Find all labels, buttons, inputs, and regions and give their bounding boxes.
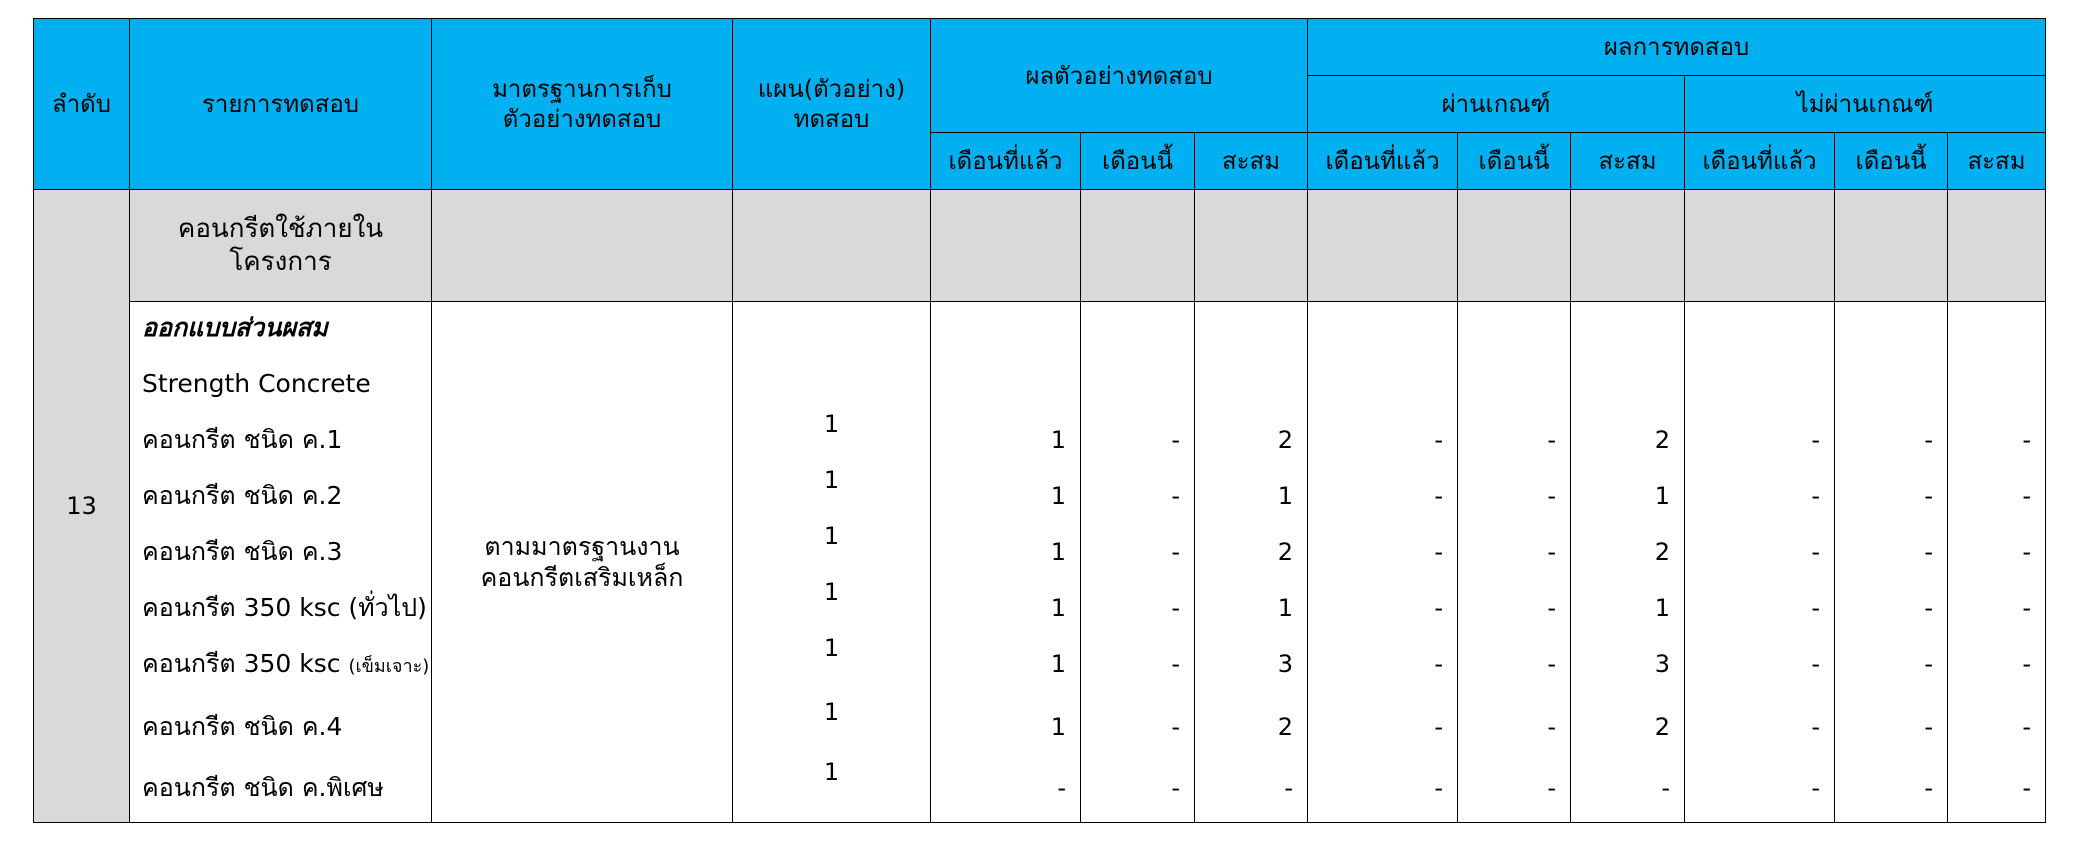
header-results: ผลการทดสอบ xyxy=(1308,19,2046,76)
item-name: คอนกรีต ชนิด ค.พิเศษ xyxy=(142,773,384,802)
header-samples-last-month: เดือนที่แล้ว xyxy=(931,133,1081,190)
header-plan-line2: ทดสอบ xyxy=(793,105,870,133)
value-cell: - xyxy=(1924,538,1934,566)
header-standard xyxy=(432,19,733,190)
item-name: คอนกรีต ชนิด ค.2 xyxy=(142,481,343,510)
value-cell: - xyxy=(1434,538,1444,566)
value-cell: 1 xyxy=(1654,594,1671,622)
gray-cell xyxy=(1571,190,1685,302)
standard-line2: คอนกรีตเสริมเหล็ก xyxy=(480,563,684,592)
header-plan-line1: แผน(ตัวอย่าง) xyxy=(757,75,906,103)
value-cell: 1 xyxy=(1277,482,1294,510)
value-cell: 3 xyxy=(1277,650,1294,678)
value-cell: - xyxy=(1924,650,1934,678)
value-cell: - xyxy=(1547,538,1557,566)
value-cell: 1 xyxy=(1277,594,1294,622)
detail-row xyxy=(34,302,2046,823)
header-fail: ไม่ผ่านเกณฑ์ xyxy=(1685,76,2046,133)
value-cell: 2 xyxy=(1277,426,1294,454)
value-cell: - xyxy=(2022,713,2032,741)
value-cell: - xyxy=(1547,713,1557,741)
value-cell: - xyxy=(1811,426,1821,454)
pass-this-month-cell xyxy=(1458,302,1571,823)
header-pass-this-month: เดือนนี้ xyxy=(1458,133,1571,190)
category-line1: คอนกรีตใช้ภายใน xyxy=(177,214,384,244)
category-row xyxy=(34,190,2046,302)
gray-cell xyxy=(1081,190,1195,302)
value-cell: - xyxy=(1811,650,1821,678)
section-title: ออกแบบส่วนผสม xyxy=(142,313,328,342)
fail-this-month-cell xyxy=(1835,302,1948,823)
gray-cell xyxy=(432,190,733,302)
value-cell: - xyxy=(1811,482,1821,510)
value-cell: - xyxy=(1171,538,1180,566)
plan-value: 1 xyxy=(823,466,840,494)
value-cell: 2 xyxy=(1654,426,1671,454)
value-cell: - xyxy=(1547,650,1557,678)
item-name: คอนกรีต 350 ksc (เข็มเจาะ) xyxy=(142,649,430,678)
value-cell: - xyxy=(1924,482,1934,510)
value-cell: - xyxy=(1434,482,1444,510)
value-cell: - xyxy=(1284,774,1294,802)
value-cell: - xyxy=(1811,713,1821,741)
value-cell: - xyxy=(2022,594,2032,622)
item-name: คอนกรีต ชนิด ค.3 xyxy=(142,537,343,566)
value-cell: - xyxy=(2022,650,2032,678)
gray-cell xyxy=(1685,190,1835,302)
value-cell: - xyxy=(1171,482,1180,510)
value-cell: - xyxy=(2022,538,2032,566)
samples-this-month-cell xyxy=(1081,302,1195,823)
value-cell: - xyxy=(1547,482,1557,510)
value-cell: 1 xyxy=(1050,594,1066,622)
header-fail-cumulative: สะสม xyxy=(1948,133,2046,190)
plan-value: 1 xyxy=(823,758,840,786)
plan-value: 1 xyxy=(823,634,840,662)
gray-cell xyxy=(1948,190,2046,302)
value-cell: 1 xyxy=(1050,713,1066,741)
value-cell: 1 xyxy=(1050,650,1066,678)
value-cell: - xyxy=(1811,538,1821,566)
value-cell: 2 xyxy=(1277,713,1294,741)
value-cell: - xyxy=(1924,594,1934,622)
value-cell: - xyxy=(1057,774,1066,802)
samples-cumulative-cell xyxy=(1195,302,1308,823)
items-cell xyxy=(130,302,432,823)
gray-cell xyxy=(1195,190,1308,302)
plan-cell xyxy=(733,302,931,823)
report-table-wrapper xyxy=(33,18,2046,823)
row-seq: 13 xyxy=(34,190,130,823)
pass-cumulative-cell xyxy=(1571,302,1685,823)
value-cell: - xyxy=(1171,594,1180,622)
category-line2: โครงการ xyxy=(229,246,332,277)
pass-last-month-cell xyxy=(1308,302,1458,823)
value-cell: - xyxy=(1924,713,1934,741)
value-cell: 1 xyxy=(1050,482,1066,510)
value-cell: - xyxy=(1434,774,1444,802)
value-cell: - xyxy=(1171,774,1180,802)
gray-cell xyxy=(1308,190,1458,302)
value-cell: - xyxy=(1924,426,1934,454)
test-results-table xyxy=(33,18,2046,823)
value-cell: - xyxy=(2022,426,2032,454)
value-cell: 1 xyxy=(1654,482,1671,510)
value-cell: - xyxy=(1811,594,1821,622)
value-cell: - xyxy=(1661,774,1671,802)
header-plan xyxy=(733,19,931,190)
header-fail-last-month: เดือนที่แล้ว xyxy=(1685,133,1835,190)
value-cell: - xyxy=(1547,426,1557,454)
header-standard-line1: มาตรฐานการเก็บ xyxy=(492,75,672,103)
header-samples-cumulative: สะสม xyxy=(1195,133,1308,190)
value-cell: - xyxy=(1171,426,1180,454)
plan-value: 1 xyxy=(823,522,840,550)
header-seq: ลำดับ xyxy=(34,19,130,190)
header-pass-cumulative: สะสม xyxy=(1571,133,1685,190)
header-fail-this-month: เดือนนี้ xyxy=(1835,133,1948,190)
value-cell: - xyxy=(1171,650,1180,678)
plan-value: 1 xyxy=(823,410,840,438)
item-name: คอนกรีต ชนิด ค.4 xyxy=(142,712,343,741)
gray-cell xyxy=(1835,190,1948,302)
value-cell: - xyxy=(1171,713,1180,741)
value-cell: - xyxy=(1434,650,1444,678)
gray-cell xyxy=(931,190,1081,302)
samples-last-month-cell xyxy=(931,302,1081,823)
gray-cell xyxy=(733,190,931,302)
value-cell: - xyxy=(1547,774,1557,802)
value-cell: 1 xyxy=(1050,538,1066,566)
value-cell: - xyxy=(2022,482,2032,510)
standard-cell xyxy=(432,302,733,823)
item-name: คอนกรีต 350 ksc (ทั่วไป) xyxy=(142,593,427,622)
header-items: รายการทดสอบ xyxy=(130,19,432,190)
value-cell: - xyxy=(1924,774,1934,802)
header-pass-last-month: เดือนที่แล้ว xyxy=(1308,133,1458,190)
header-standard-line2: ตัวอย่างทดสอบ xyxy=(502,105,662,133)
plan-value: 1 xyxy=(823,578,840,606)
header-samples-this-month: เดือนนี้ xyxy=(1081,133,1195,190)
value-cell: 2 xyxy=(1654,538,1671,566)
gray-cell xyxy=(1458,190,1571,302)
value-cell: - xyxy=(1434,426,1444,454)
value-cell: - xyxy=(1811,774,1821,802)
standard-line1: ตามมาตรฐานงาน xyxy=(484,531,680,561)
item-name: คอนกรีต ชนิด ค.1 xyxy=(142,425,343,454)
section-subtitle: Strength Concrete xyxy=(142,369,371,398)
plan-value: 1 xyxy=(823,698,840,726)
value-cell: - xyxy=(1434,713,1444,741)
value-cell: - xyxy=(2022,774,2032,802)
value-cell: - xyxy=(1547,594,1557,622)
value-cell: - xyxy=(1434,594,1444,622)
value-cell: 2 xyxy=(1654,713,1671,741)
header-samples: ผลตัวอย่างทดสอบ xyxy=(931,19,1308,133)
value-cell: 1 xyxy=(1050,426,1066,454)
header-pass: ผ่านเกณฑ์ xyxy=(1308,76,1685,133)
fail-cumulative-cell xyxy=(1948,302,2046,823)
fail-last-month-cell xyxy=(1685,302,1835,823)
item-suffix: (เข็มเจาะ) xyxy=(348,656,430,677)
value-cell: 2 xyxy=(1277,538,1294,566)
value-cell: 3 xyxy=(1654,650,1671,678)
category-cell xyxy=(130,190,432,302)
